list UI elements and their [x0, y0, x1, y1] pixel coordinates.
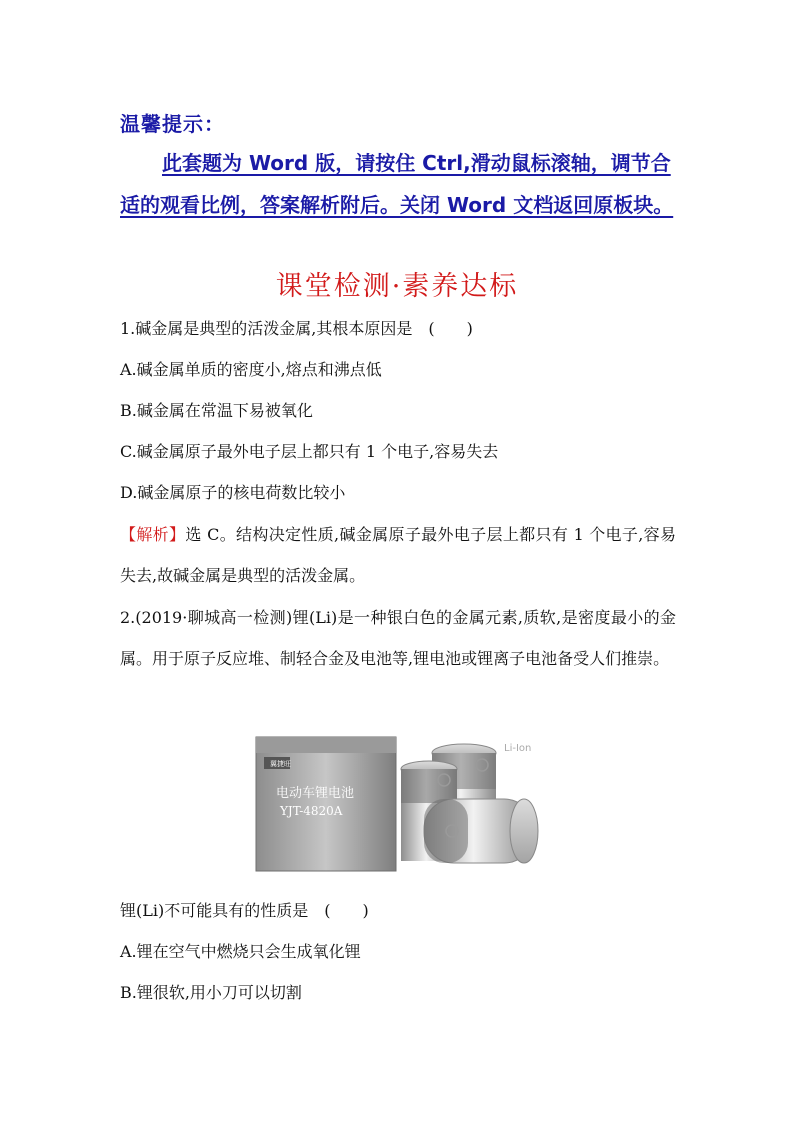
- tip-title: 温馨提示：: [120, 112, 225, 136]
- q1-option-c: C.碱金属原子最外电子层上都只有 1 个电子,容易失去: [120, 442, 499, 461]
- battery-illustration: [254, 735, 544, 873]
- tip-body: 此套题为 Word 版，请按住 Ctrl,滑动鼠标滚轴，调节合适的观看比例，答案解析附后。关闭 Word 文档返回原板块。: [120, 151, 674, 217]
- q2-stem: 2.(2019·聊城高一检测)锂(Li)是一种银白色的金属元素,质软,是密度最小的金属。用于原子反应堆、制轻合金及电池等,锂电池或锂离子电池备受人们推崇。: [120, 608, 676, 668]
- section-title: 课堂检测·素养达标: [275, 271, 519, 302]
- battery-cells: [401, 744, 538, 863]
- battery-brand: 翼捷旺: [270, 760, 291, 768]
- q1-stem: 1.碱金属是典型的活泼金属,其根本原因是 ( ): [120, 319, 473, 338]
- cells-label: Li-Ion: [504, 743, 532, 754]
- q1-analysis: [120, 514, 676, 596]
- q2-option-a: A.锂在空气中燃烧只会生成氧化锂: [120, 942, 361, 961]
- q2-option-b: B.锂很软,用小刀可以切割: [120, 983, 302, 1002]
- analysis-tag: 【解析】: [120, 525, 186, 544]
- q1-option-a: A.碱金属单质的密度小,熔点和沸点低: [120, 360, 382, 379]
- battery-name: 电动车锂电池: [276, 786, 355, 801]
- q1-option-b: B.碱金属在常温下易被氧化: [120, 401, 313, 420]
- q1-option-d: D.碱金属原子的核电荷数比较小: [120, 483, 346, 502]
- analysis-text: 选 C。结构决定性质,碱金属原子最外电子层上都只有 1 个电子,容易失去,故碱金属是典型的活泼金属。: [120, 525, 676, 585]
- battery-model: YJT-4820A: [280, 804, 343, 818]
- q2-question: 锂(Li)不可能具有的性质是 ( ): [120, 901, 369, 920]
- battery-figure: [254, 735, 544, 873]
